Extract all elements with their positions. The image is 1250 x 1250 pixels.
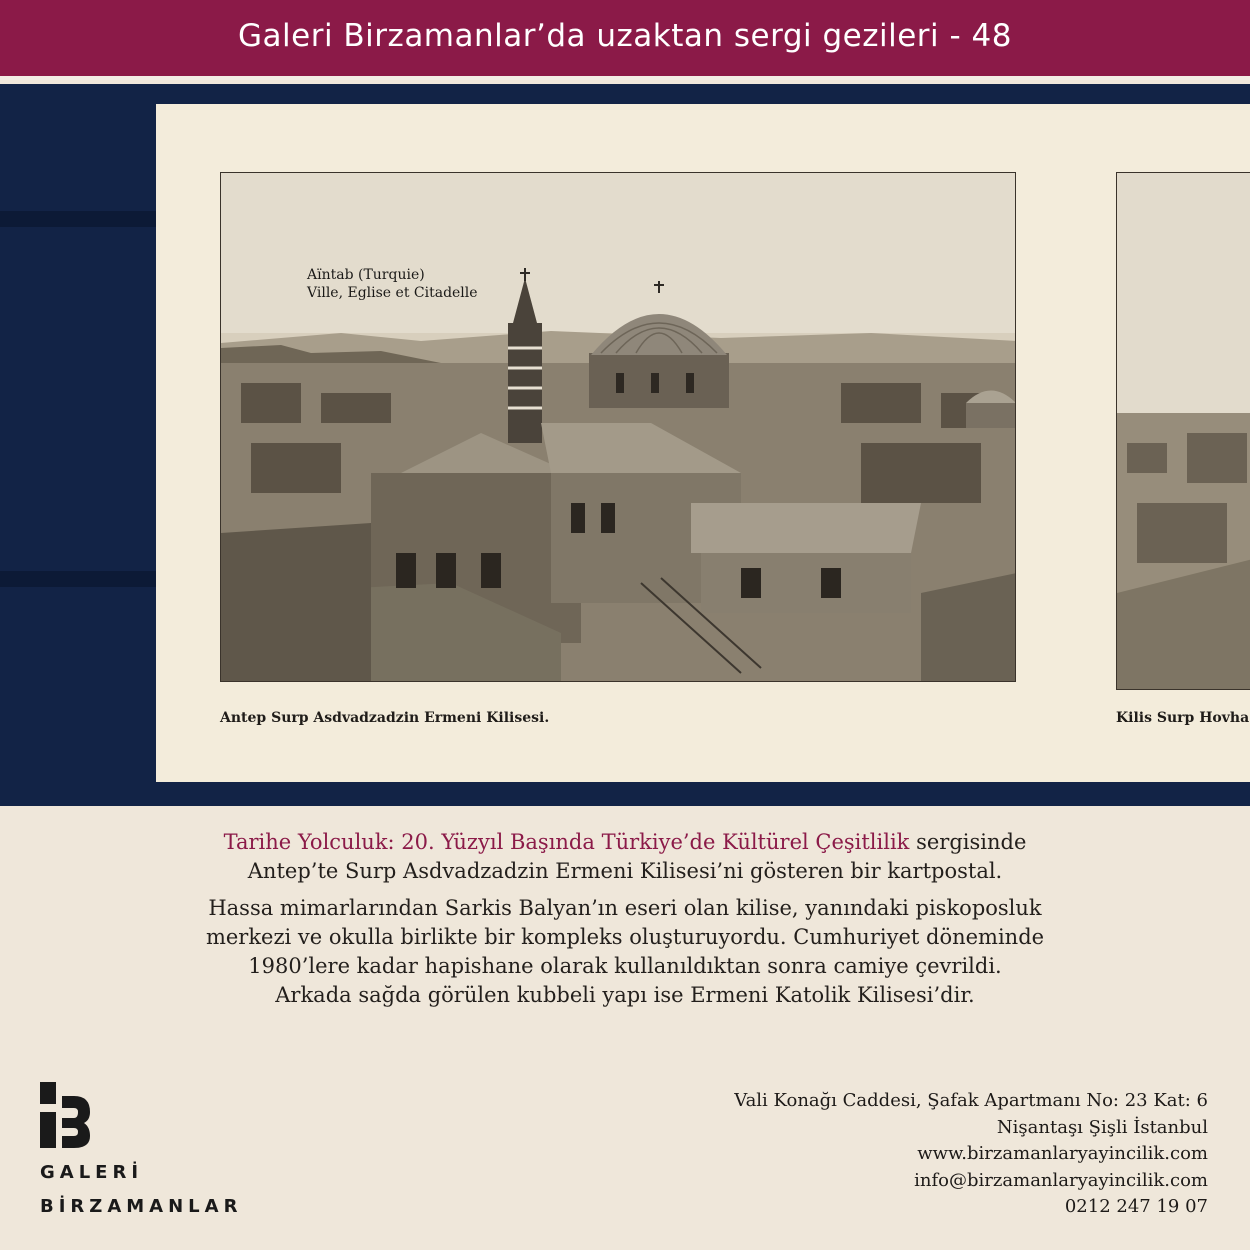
description-text: 1980’lere kadar hapishane olarak kullanıldıktan sonra camiye çevrildi. xyxy=(248,954,1002,978)
church-photo-illustration xyxy=(221,173,1016,682)
postcard-printed-title: Aïntab (Turquie) xyxy=(307,267,425,283)
contact-website-link[interactable]: www.birzamanlaryayincilik.com xyxy=(917,1143,1208,1164)
contact-info xyxy=(734,1088,1208,1221)
logo-text-line-1: GALERİ xyxy=(40,1162,144,1183)
second-postcard-photo xyxy=(1116,172,1250,690)
description-text: Arkada sağda görülen kubbeli yapı ise Ermeni Katolik Kilisesi’dir. xyxy=(275,983,975,1007)
description-text: sergisinde xyxy=(909,830,1027,854)
logo-text-line-2: BİRZAMANLAR xyxy=(40,1196,243,1217)
gallery-logo-icon xyxy=(40,1082,92,1148)
image-panel xyxy=(0,84,1250,806)
postcard-printed-subtitle: Ville, Eglise et Citadelle xyxy=(307,285,478,301)
description-text: Antep’te Surp Asdvadzadzin Ermeni Kilisesi’ni gösteren bir kartpostal. xyxy=(247,859,1003,883)
description-paragraph-2 xyxy=(40,894,1210,1010)
contact-district: Nişantaşı Şişli İstanbul xyxy=(996,1116,1208,1138)
header-bar xyxy=(0,0,1250,80)
contact-email-link[interactable]: info@birzamanlaryayincilik.com xyxy=(914,1169,1208,1191)
contact-address: Vali Konağı Caddesi, Şafak Apartmanı No: 23 Kat: 6 xyxy=(734,1090,1208,1111)
page-title: Galeri Birzamanlar’da uzaktan sergi gezileri - 48 xyxy=(238,18,1012,54)
exhibit-name: Tarihe Yolculuk: 20. Yüzyıl Başında Türkiye’de Kültürel Çeşitlilik xyxy=(223,830,910,854)
second-postcard-caption: Kilis Surp Hovha xyxy=(1116,710,1250,726)
description-text: Hassa mimarlarından Sarkis Balyan’ın eseri olan kilise, yanındaki piskoposluk xyxy=(208,896,1042,920)
contact-phone: 0212 247 19 07 xyxy=(1064,1196,1208,1217)
decor-stripe xyxy=(0,571,160,587)
decor-stripe xyxy=(0,211,160,227)
description-paragraph-1 xyxy=(40,828,1210,886)
description xyxy=(40,828,1210,1018)
postcard-card xyxy=(156,104,1250,782)
postcard-caption: Antep Surp Asdvadzadzin Ermeni Kilisesi. xyxy=(220,710,550,726)
postcard-photo xyxy=(220,172,1016,682)
description-text: merkezi ve okulla birlikte bir kompleks oluşturuyordu. Cumhuriyet döneminde xyxy=(205,925,1045,949)
